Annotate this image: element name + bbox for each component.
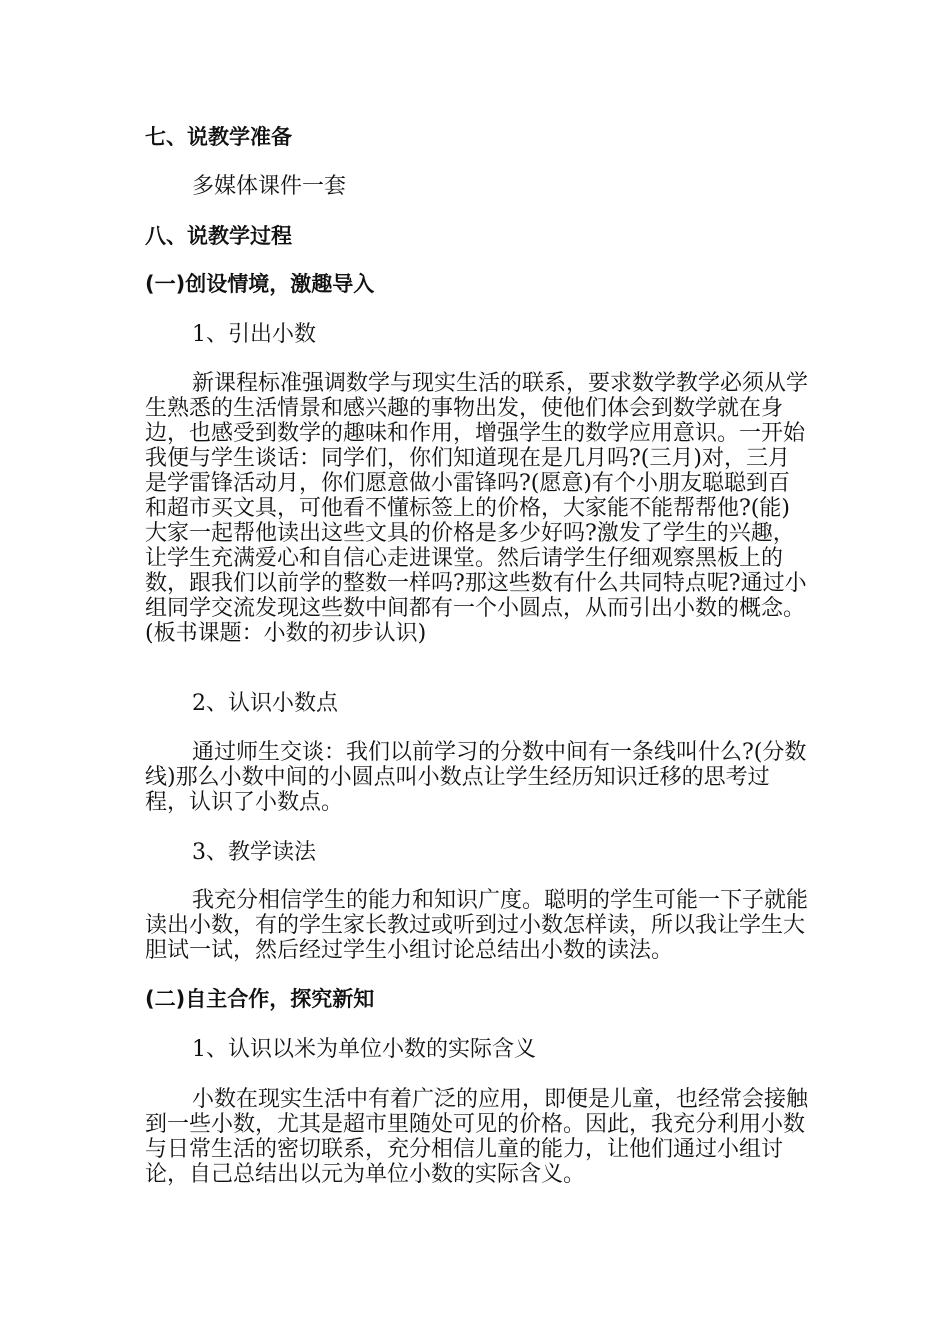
paragraph-intro-decimals: 新课程标准强调数学与现实生活的联系，要求数学教学必须从学生熟悉的生活情景和感兴趣的事物出发，使他们体会到数学就在身边，也感受到数学的趣味和作用，增强学生的数学应用意识。一开始我便与学生谈话：同学们，你们知道现在是几月吗?(三月)对，三月是学雷锋活动月，你们愿意做小雷锋吗?(愿意)有个小朋友聪聪到百和超市买文具，可他看不懂标签上的价格，大家能不能帮帮他?(能)大家一起帮他读出这些文具的价格是多少好吗?激发了学生的兴趣，让学生充满爱心和自信心走进课堂。然后请学生仔细观察黑板上的数，跟我们以前学的整数一样吗?那这些数有什么共同特点呢?通过小组同学交流发现这些数中间都有一个小圆点，从而引出小数的概念。(板书课题：小数的初步认识) [145, 371, 809, 646]
item-heading-1-2: 2、认识小数点 [192, 691, 338, 716]
paragraph-decimal-point: 通过师生交谈：我们以前学习的分数中间有一条线叫什么?(分数线)那么小数中间的小圆点叫小数点让学生经历知识迁移的思考过程，认识了小数点。 [145, 740, 807, 815]
item-heading-1-3: 3、教学读法 [192, 840, 316, 865]
section-heading-8: 八、说教学过程 [145, 224, 292, 248]
item-heading-1-1: 1、引出小数 [192, 322, 316, 347]
section-heading-7: 七、说教学准备 [145, 125, 292, 149]
subsection-heading-2: (二)自主合作，探究新知 [145, 987, 375, 1011]
subsection-heading-1: (一)创设情境，激趣导入 [145, 272, 375, 296]
paragraph-meaning: 小数在现实生活中有着广泛的应用，即便是儿童，也经常会接触到一些小数，尤其是超市里随处可见的价格。因此，我充分利用小数与日常生活的密切联系，充分相信儿童的能力，让他们通过小组讨论，自己总结出以元为单位小数的实际含义。 [145, 1087, 809, 1187]
item-heading-2-1: 1、认识以米为单位小数的实际含义 [192, 1037, 536, 1062]
paragraph-materials: 多媒体课件一套 [192, 174, 347, 199]
paragraph-reading: 我充分相信学生的能力和知识广度。聪明的学生可能一下子就能读出小数，有的学生家长教过或听到过小数怎样读，所以我让学生大胆试一试，然后经过学生小组讨论总结出小数的读法。 [145, 888, 809, 963]
